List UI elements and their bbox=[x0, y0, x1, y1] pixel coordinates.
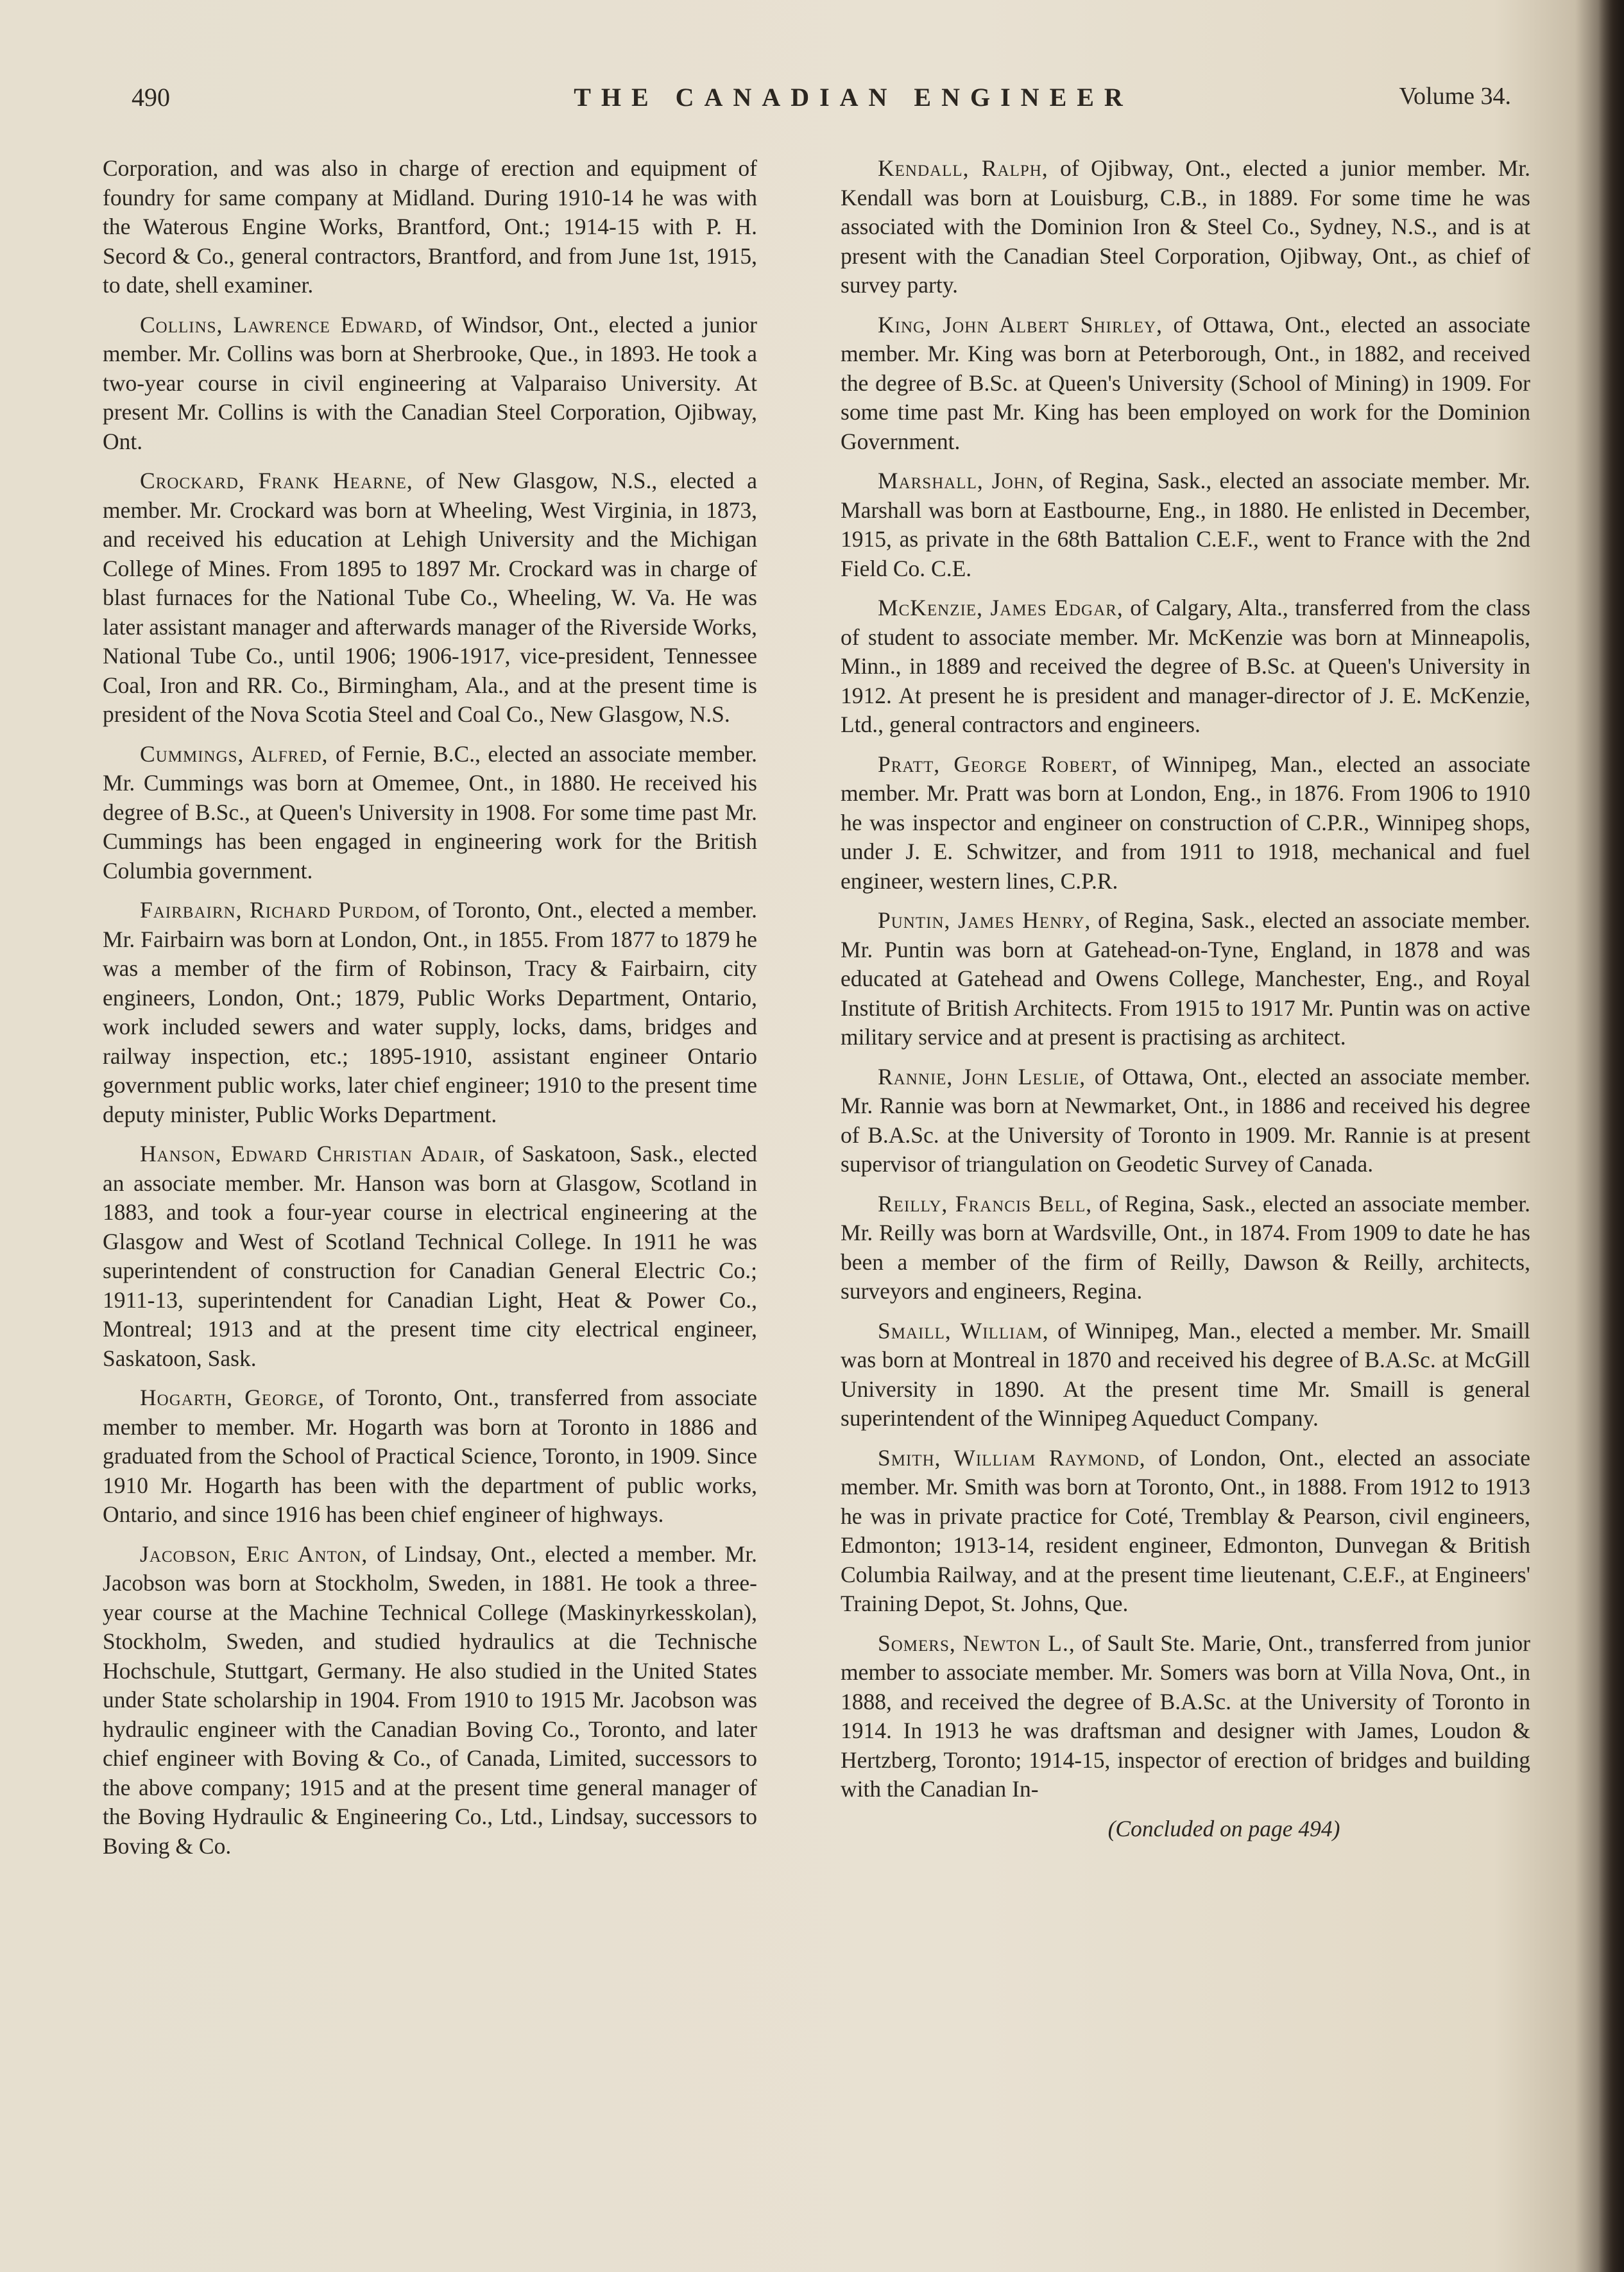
member-description: of Fernie, B.C., elected an associate member. Mr. Cummings was born at Omemee, Ont., in 1880. He received his degree of B.Sc., at Queen's University in 1908. For some time past Mr. Cummings has been engaged in engineering work for the British Columbia government. bbox=[103, 740, 757, 884]
member-description: of New Glasgow, N.S., elected a member. Mr. Crockard was born at Wheeling, West Virginia, in 1873, and received his education at Lehigh University and the Michigan College of Mines. From 1895 to 1897 Mr. Crockard was in charge of blast furnaces for the National Tube Co., Wheeling, W. Va. He was later assistant manager and afterwards manager of the Riverside Works, National Tube Co., until 1906; 1906-1917, vice-president, Tennessee Coal, Iron and RR. Co., Birmingham, Ala., and at the present time is president of the Nova Scotia Steel and Coal Co., New Glasgow, N.S. bbox=[103, 468, 757, 727]
member-description: of Toronto, Ont., elected a member. Mr. Fairbairn was born at London, Ont., in 1855. From 1877 to 1879 he was a member of the firm of Robinson, Tracy & Fairbairn, city engineers, London, Ont.; 1879, Public Works Department, Ontario, work included sewers and water supply, locks, dams, bridges and railway inspection, etc.; 1895-1910, assistant engineer Ontario government public works, later chief engineer; 1910 to the present time deputy minister, Public Works Department. bbox=[103, 897, 758, 1127]
member-entry bbox=[103, 896, 757, 1129]
continuation-paragraph: Corporation, and was also in charge of erection and equipment of foundry for same company at Midland. During 1910-14 he was with the Waterous Engine Works, Brantford, Ont.; 1914-15 with P. H. Secord & Co., general contractors, Brantford, and from June 1st, 1915, to date, shell examiner. bbox=[103, 155, 757, 298]
member-name: Reilly, Francis Bell, bbox=[878, 1190, 1093, 1217]
member-entry bbox=[841, 906, 1530, 1052]
entry-indent bbox=[103, 1541, 368, 1567]
entry-indent bbox=[841, 155, 1048, 181]
member-entry bbox=[103, 466, 757, 730]
member-name: Crockard, Frank Hearne, bbox=[140, 468, 413, 493]
entry-indent bbox=[103, 1385, 325, 1410]
entry-indent bbox=[841, 312, 1163, 337]
member-description: of Ottawa, Ont., elected an associate member. Mr. Rannie was born at Newmarket, Ont., in 1886 and received his degree of B.A.Sc. at the University of Toronto in 1909. Mr. Rannie is at present supervisor of triangulation on Geodetic Survey of Canada. bbox=[841, 1063, 1530, 1177]
member-entry bbox=[103, 1540, 757, 1861]
member-name: Hogarth, George, bbox=[140, 1385, 325, 1410]
member-entry bbox=[103, 311, 757, 457]
member-entry bbox=[841, 154, 1530, 300]
member-entry bbox=[103, 1140, 757, 1373]
entry-indent bbox=[841, 1445, 1146, 1471]
member-entry bbox=[841, 1629, 1530, 1804]
member-entry bbox=[841, 1190, 1530, 1306]
entry-indent bbox=[103, 1141, 486, 1166]
member-name: Jacobson, Eric Anton, bbox=[140, 1541, 368, 1567]
member-name: King, John Albert Shirley, bbox=[878, 311, 1163, 337]
book-spine-shadow bbox=[1598, 0, 1624, 2272]
member-description: of Calgary, Alta., transferred from the class of student to associate member. Mr. McKenzie was born at Minneapolis, Minn., in 1889 and received the degree of B.Sc. at Queen's University in 1912. At present he is president and manager-director of J. E. McKenzie, Ltd., general contractors and engineers. bbox=[841, 595, 1531, 737]
member-description: of Ojibway, Ont., elected a junior member. Mr. Kendall was born at Louisburg, C.B., in 1889. For some time he was associated with the Dominion Iron & Steel Co., Sydney, N.S., and is at present with the Canadian Steel Corporation, Ojibway, Ont., as chief of survey party. bbox=[841, 155, 1530, 298]
member-entry bbox=[841, 594, 1530, 740]
entry-indent bbox=[841, 907, 1091, 933]
entry-indent bbox=[841, 751, 1118, 777]
member-name: Cummings, Alfred, bbox=[140, 740, 329, 767]
member-description: of Regina, Sask., elected an associate member. Mr. Puntin was born at Gatehead-on-Tyne, England, in 1878 and was educated at Gatehead and Owens College, Manchester, Eng., and Royal Institute of British Architects. From 1915 to 1917 Mr. Puntin was on active military service and at present is practising as architect. bbox=[841, 907, 1530, 1050]
member-entry bbox=[841, 466, 1530, 583]
entry-indent bbox=[841, 1191, 1092, 1217]
member-name: Puntin, James Henry, bbox=[878, 907, 1091, 933]
right-column bbox=[841, 154, 1530, 1843]
left-entries bbox=[103, 311, 757, 1861]
member-name: Fairbairn, Richard Purdom, bbox=[140, 897, 421, 923]
entry-indent bbox=[841, 595, 1124, 620]
entry-indent bbox=[103, 468, 413, 493]
member-entry bbox=[103, 1383, 757, 1530]
member-name: McKenzie, James Edgar, bbox=[878, 595, 1124, 620]
member-entry bbox=[841, 1063, 1530, 1179]
member-name: Rannie, John Leslie, bbox=[878, 1063, 1086, 1089]
member-name: Collins, Lawrence Edward, bbox=[140, 311, 424, 337]
volume-label: Volume 34. bbox=[1399, 83, 1511, 110]
member-description: of Toronto, Ont., transferred from associate member to member. Mr. Hogarth was born at Toronto in 1886 and graduated from the School of Practical Science, Toronto, in 1909. Since 1910 Mr. Hogarth has been with the department of public works, Ontario, and since 1916 has been chief engineer of highways. bbox=[103, 1385, 757, 1527]
continuation-note: (Concluded on page 494) bbox=[1107, 1815, 1340, 1841]
member-description: of Saskatoon, Sask., elected an associate member. Mr. Hanson was born at Glasgow, Scotland in 1883, and took a four-year course in electrical engineering at the Glasgow and West of Scotland Technical College. In 1911 he was superintendent of construction for Canadian General Electric Co.; 1911-13, superintendent for Canadian Light, Heat & Power Co., Montreal; 1913 and at the present time city electrical engineer, Saskatoon, Sask. bbox=[103, 1141, 758, 1371]
member-description: of Regina, Sask., elected an associate member. Mr. Marshall was born at Eastbourne, Eng., in 1880. He enlisted in December, 1915, as private in the 68th Battalion C.E.F., went to France with the 2nd Field Co. C.E. bbox=[841, 468, 1530, 581]
member-name: Somers, Newton L., bbox=[878, 1630, 1075, 1656]
member-name: Smaill, William, bbox=[878, 1317, 1049, 1344]
entry-indent bbox=[103, 897, 421, 923]
member-description: of Lindsay, Ont., elected a member. Mr. Jacobson was born at Stockholm, Sweden, in 1881. He took a three-year course at the Machine Technical College (Maskinyrkesskolan), Stockholm, Sweden, and studied hydraulics at die Technische Hochschule, Stuttgart, Germany. He also studied in the United States under State scholarship in 1904. From 1910 to 1915 Mr. Jacobson was hydraulic engineer with the Canadian Boving Co., Toronto, and later chief engineer with Boving & Co., of Canada, Limited, successors to the above company; 1915 and at the present time general manager of the Boving Hydraulic & Engineering Co., Ltd., Lindsay, successors to Boving & Co. bbox=[103, 1541, 757, 1859]
member-name: Smith, William Raymond, bbox=[878, 1444, 1146, 1471]
entry-indent bbox=[841, 1318, 1049, 1344]
member-description: of Ottawa, Ont., elected an associate member. Mr. King was born at Peterborough, Ont., in 1882, and received the degree of B.Sc. at Queen's University (School of Mining) in 1909. For some time past Mr. King has been employed on work for the Dominion Government. bbox=[841, 311, 1530, 454]
right-entries bbox=[841, 154, 1530, 1804]
member-name: Pratt, George Robert, bbox=[878, 751, 1118, 777]
member-description: of Winnipeg, Man., elected a member. Mr. Smaill was born at Montreal in 1870 and received his degree of B.A.Sc. at McGill University in 1890. At the present time Mr. Smaill is general superintendent of the Winnipeg Aqueduct Company. bbox=[841, 1317, 1530, 1431]
member-name: Kendall, Ralph, bbox=[878, 155, 1048, 181]
member-entry bbox=[841, 750, 1530, 896]
entry-indent bbox=[841, 1630, 1075, 1656]
member-description: of Sault Ste. Marie, Ont., transferred from junior member to associate member. Mr. Somers was born at Villa Nova, Ont., in 1888, and received the degree of B.A.Sc. at the University of Toronto in 1914. In 1913 he was draftsman and designer with James, Loudon & Hertzberg, Toronto; 1914-15, inspector of erection of bridges and building with the Canadian In- bbox=[841, 1630, 1530, 1802]
entry-indent bbox=[103, 312, 423, 337]
member-description: of Windsor, Ont., elected a junior member. Mr. Collins was born at Sherbrooke, Que., in 1893. He took a two-year course in civil engineering at Valparaiso University. At present Mr. Collins is with the Canadian Steel Corporation, Ojibway, Ont. bbox=[103, 311, 758, 454]
member-name: Marshall, John, bbox=[878, 468, 1045, 493]
member-entry bbox=[103, 740, 757, 886]
member-description: of Winnipeg, Man., elected an associate member. Mr. Pratt was born at London, Eng., in 1876. From 1906 to 1910 he was inspector and engineer on construction of C.P.R., Winnipeg shops, under J. E. Schwitzer, and from 1911 to 1918, mechanical and fuel engineer, western lines, C.P.R. bbox=[841, 751, 1531, 894]
journal-title: THE CANADIAN ENGINEER bbox=[574, 83, 1133, 112]
left-column bbox=[103, 154, 757, 1871]
entry-indent bbox=[841, 468, 1045, 493]
page-header bbox=[132, 82, 1511, 121]
member-entry bbox=[841, 1444, 1530, 1619]
entry-indent bbox=[103, 741, 329, 767]
entry-indent bbox=[841, 1064, 1086, 1089]
member-description: of London, Ont., elected an associate member. Mr. Smith was born at Toronto, Ont., in 1888. From 1912 to 1913 he was in private practice for Coté, Tremblay & Pearson, civil engineers, Edmonton; 1913-14, resident engineer, Edmonton, Dunvegan & British Columbia Railway, and at the present time lieutenant, C.E.F., at Engineers' Training Depot, St. Johns, Que. bbox=[841, 1444, 1530, 1616]
member-name: Hanson, Edward Christian Adair, bbox=[140, 1141, 486, 1166]
member-entry bbox=[841, 311, 1530, 457]
page-number: 490 bbox=[132, 83, 170, 112]
member-entry bbox=[841, 1317, 1530, 1433]
member-description: of Regina, Sask., elected an associate member. Mr. Reilly was born at Wardsville, Ont., in 1874. From 1909 to date he has been a member of the firm of Reilly, Dawson & Reilly, architects, surveyors and engineers, Regina. bbox=[841, 1190, 1531, 1304]
